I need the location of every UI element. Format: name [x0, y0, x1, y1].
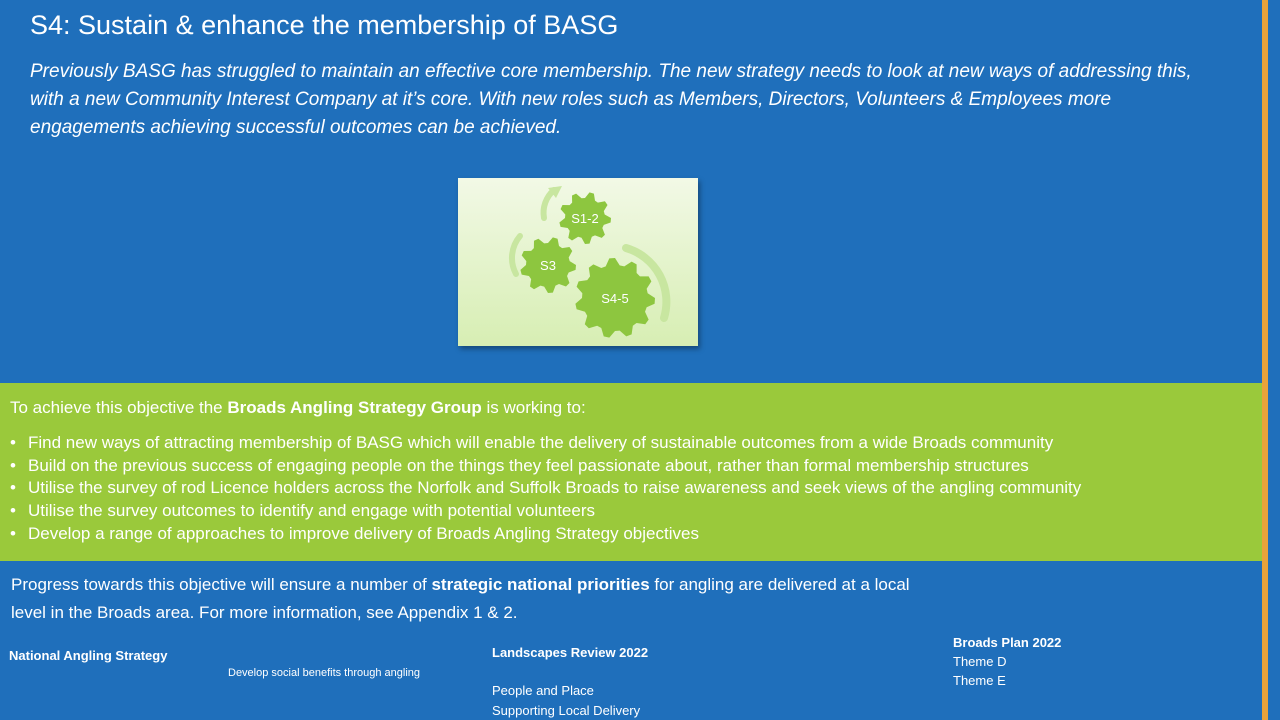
progress-bold: strategic national priorities	[431, 575, 650, 594]
bp-title: Broads Plan 2022	[953, 635, 1062, 650]
list-item: • Find new ways of attracting membership of BASG which will enable the delivery of sustainable outcomes from a wide Broads community	[8, 432, 1081, 455]
progress-paragraph: Progress towards this objective will ensure a number of strategic national priorities for angling are delivered at a local level in the Broads area. For more information, see Appendix 1 & 2.	[11, 575, 910, 622]
list-item: • Utilise the survey of rod Licence holders across the Norfolk and Suffolk Broads to raise awareness and seek views of the angling community	[8, 477, 1081, 500]
bp-item: Theme D	[953, 654, 1007, 669]
intro-paragraph: Previously BASG has struggled to maintain an effective core membership. The new strategy needs to look at new ways of addressing this, with a new Community Interest Company at it’s core. With new roles such as Members, Directors, Volunteers & Employees more engagements achieving successful outcomes can be achieved.	[30, 61, 1192, 138]
gear-label-s4-5: S4-5	[601, 291, 629, 306]
nas-item: Develop social benefits through angling	[228, 667, 421, 679]
lr-title: Landscapes Review 2022	[492, 645, 649, 660]
list-item: • Develop a range of approaches to improve delivery of Broads Angling Strategy objectives	[8, 523, 1081, 546]
nas-title: National Angling Strategy	[9, 648, 168, 663]
band-lead-bold: Broads Angling Strategy Group	[227, 398, 482, 417]
arrow-arc-small	[512, 236, 520, 274]
lr-item: Supporting Local Delivery	[492, 703, 641, 718]
slide-title: S4: Sustain & enhance the membership of BASG	[30, 10, 619, 40]
band-lead: To achieve this objective the Broads Angling Strategy Group is working to:	[10, 398, 586, 417]
objective-bullets	[8, 432, 1081, 546]
arrow-arc-top	[544, 190, 554, 218]
lr-item: People and Place	[492, 683, 594, 698]
list-item: • Build on the previous success of engaging people on the things they feel passionate about, rather than formal membership structures	[8, 455, 1081, 478]
gears-illustration	[458, 178, 698, 346]
list-item: • Utilise the survey outcomes to identify and engage with potential volunteers	[8, 500, 1081, 523]
gears-svg	[458, 178, 698, 346]
right-edge-strip	[1268, 0, 1280, 720]
gear-label-s3: S3	[540, 258, 556, 273]
bp-item: Theme E	[953, 673, 1006, 688]
gear-label-s1-2: S1-2	[571, 211, 599, 226]
